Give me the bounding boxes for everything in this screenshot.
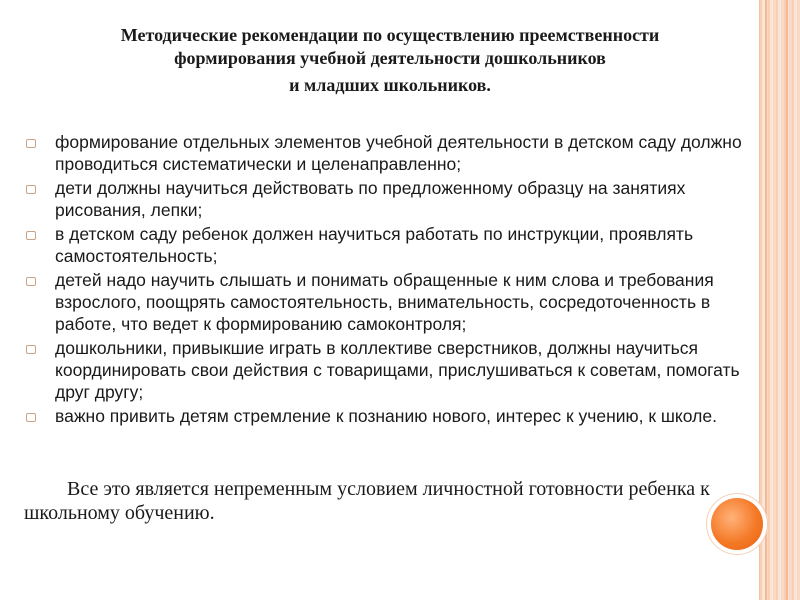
title-line-2: формирования учебной деятельности дошкольников xyxy=(174,48,606,68)
orange-circle-icon xyxy=(711,498,763,550)
list-item-text: в детском саду ребенок должен научиться работать по инструкции, проявлять самостоятельность; xyxy=(55,224,694,266)
list-item-text: формирование отдельных элементов учебной деятельности в детском саду должно проводиться систематически и целенаправленно; xyxy=(55,132,742,174)
square-bullet-icon xyxy=(26,413,36,422)
slide-title xyxy=(40,24,740,97)
conclusion-text: Все это является непременным условием личностной готовности ребенка к школьному обучению. xyxy=(24,478,710,524)
square-bullet-icon xyxy=(26,139,36,148)
square-bullet-icon xyxy=(26,277,36,286)
list-item xyxy=(24,337,764,403)
list-item-text: важно привить детям стремление к познанию нового, интерес к учению, к школе. xyxy=(55,406,717,426)
decorative-border-right xyxy=(760,0,800,600)
list-item xyxy=(24,269,764,335)
list-item xyxy=(24,177,764,221)
list-item-text: дети должны научиться действовать по предложенному образцу на занятиях рисования, лепки; xyxy=(55,178,686,220)
list-item xyxy=(24,223,764,267)
list-item xyxy=(24,131,764,175)
bullet-list xyxy=(24,131,764,429)
list-item-text: дошкольники, привыкшие играть в коллективе сверстников, должны научиться координировать свои действия с товарищами, прислушиваться к советам, помогать друг другу; xyxy=(55,338,740,402)
title-line-1: Методические рекомендации по осуществлению преемственности xyxy=(120,25,660,45)
title-line-3: и младших школьников. xyxy=(289,75,491,95)
list-item xyxy=(24,405,764,427)
square-bullet-icon xyxy=(26,345,36,354)
square-bullet-icon xyxy=(26,185,36,194)
square-bullet-icon xyxy=(26,231,36,240)
list-item-text: детей надо научить слышать и понимать обращенные к ним слова и требования взрослого, поощрять самостоятельность, внимательность, сосредоточенность в работе, что ведет к формированию самоконтроля; xyxy=(55,270,714,334)
